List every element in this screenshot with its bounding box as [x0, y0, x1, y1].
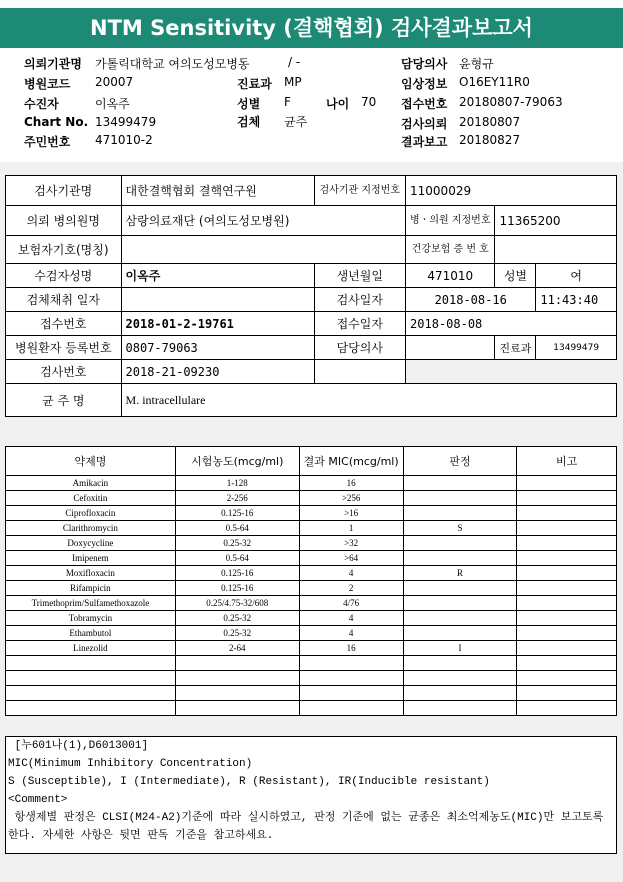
table-cell: 4 [299, 611, 403, 626]
table-cell: 0.25-32 [175, 536, 299, 551]
table-cell [403, 701, 517, 716]
table-cell [403, 491, 517, 506]
note-line: S (Susceptible), I (Intermediate), R (Resistant), IR(Inducible resistant) [8, 776, 490, 788]
table-cell: >16 [299, 506, 403, 521]
table-row [6, 521, 617, 536]
table-cell [517, 701, 617, 716]
table-row [6, 626, 617, 641]
table-cell: 0.25-32 [175, 626, 299, 641]
strain-label: 균 주 명 [6, 384, 122, 417]
table-cell [403, 551, 517, 566]
report-title: NTM Sensitivity (결핵협회) 검사결과보고서 [0, 8, 623, 48]
results-body [6, 476, 617, 716]
hosp-id-value: 11365200 [495, 206, 617, 236]
sex-value-cell: 여 [536, 264, 617, 288]
patient-reg-value: 0807-79063 [121, 336, 314, 360]
doctor-label: 담당의사 [401, 57, 448, 71]
req-hosp-value: 삼랑의료재단 (여의도성모병원) [121, 206, 405, 236]
receipt-label: 접수번호 [401, 97, 448, 111]
table-cell [517, 581, 617, 596]
table-cell [517, 686, 617, 701]
table-cell: >32 [299, 536, 403, 551]
request-value: 20180807 [459, 115, 521, 129]
table-cell [299, 656, 403, 671]
collect-value [121, 288, 314, 312]
table-cell: Tobramycin [6, 611, 176, 626]
table-row [6, 476, 617, 491]
table-cell: Ciprofloxacin [6, 506, 176, 521]
table-cell [6, 686, 176, 701]
table-cell: I [403, 641, 517, 656]
name-value: 이옥주 [121, 264, 314, 288]
rrn-label: 주민번호 [24, 135, 71, 149]
table-cell [517, 671, 617, 686]
insurer-value [121, 236, 405, 264]
doctor-value: 윤형규 [459, 57, 494, 71]
lab-id-label: 검사기관 지정번호 [314, 176, 405, 206]
table-cell: Moxifloxacin [6, 566, 176, 581]
strain-value: M. intracellulare [121, 384, 616, 417]
patient-label: 수진자 [24, 97, 59, 111]
table-cell [299, 701, 403, 716]
table-cell: 4 [299, 566, 403, 581]
note-line: <Comment> [8, 794, 68, 806]
table-cell: 4 [299, 626, 403, 641]
insurer-label: 보험자기호(명칭) [6, 236, 122, 264]
table-cell [175, 686, 299, 701]
table-cell [517, 641, 617, 656]
table-cell: Doxycycline [6, 536, 176, 551]
hosp-id-label: 병ㆍ의원 지정번호 [406, 206, 495, 236]
results-header-cell: 비고 [517, 447, 617, 476]
lab-name-value: 대한결핵협회 결핵연구원 [121, 176, 314, 206]
table-cell [517, 566, 617, 581]
collect-label: 검체채취 일자 [6, 288, 122, 312]
dept-label: 진료과 [237, 77, 272, 91]
test-no-empty-cell [314, 360, 405, 384]
table-row [6, 701, 617, 716]
request-label: 검사의뢰 [401, 117, 448, 131]
table-cell: Linezolid [6, 641, 176, 656]
table-cell [403, 671, 517, 686]
table-cell [175, 671, 299, 686]
table-cell: 0.5-64 [175, 551, 299, 566]
dept-label-cell: 진료과 [495, 336, 536, 360]
table-cell [517, 611, 617, 626]
results-header-row [6, 447, 617, 476]
table-cell [517, 506, 617, 521]
note-line: [누601나(1),D6013001] [8, 740, 149, 752]
table-cell: 0.125-16 [175, 566, 299, 581]
table-cell [403, 536, 517, 551]
org-label: 의뢰기관명 [24, 57, 82, 71]
accession-label: 접수번호 [6, 312, 122, 336]
sex-label: 성별 [237, 97, 261, 111]
table-cell [517, 551, 617, 566]
table-row [6, 671, 617, 686]
lab-id-value: 11000029 [406, 176, 617, 206]
accession-date-value: 2018-08-08 [406, 312, 617, 336]
table-cell [6, 656, 176, 671]
table-cell [517, 476, 617, 491]
results-header-cell: 약제명 [6, 447, 176, 476]
report-label: 결과보고 [401, 135, 448, 149]
table-row [6, 491, 617, 506]
table-cell [517, 521, 617, 536]
table-cell: 1 [299, 521, 403, 536]
dob-label: 생년월일 [314, 264, 405, 288]
table-row [6, 536, 617, 551]
table-cell [175, 701, 299, 716]
accession-date-label: 접수일자 [314, 312, 405, 336]
chart-value: 13499479 [95, 115, 157, 129]
dept-value-cell: 13499479 [536, 336, 617, 360]
table-cell: Clarithromycin [6, 521, 176, 536]
table-row [6, 611, 617, 626]
sex-label-cell: 성별 [495, 264, 536, 288]
results-table [5, 446, 617, 716]
table-cell [403, 686, 517, 701]
table-cell: 4/76 [299, 596, 403, 611]
table-cell [403, 596, 517, 611]
dept-value: MP [284, 75, 302, 89]
table-cell [403, 611, 517, 626]
table-row [6, 581, 617, 596]
accession-value: 2018-01-2-19761 [121, 312, 314, 336]
hosp-code-value: 20007 [95, 75, 134, 89]
results-header-cell: 판정 [403, 447, 517, 476]
receipt-value: 20180807-79063 [459, 95, 563, 109]
table-cell: 16 [299, 476, 403, 491]
table-row [6, 506, 617, 521]
table-cell: Rifampicin [6, 581, 176, 596]
test-no-label: 검사번호 [6, 360, 122, 384]
age-label: 나이 [326, 97, 350, 111]
table-cell: 0.25/4.75-32/608 [175, 596, 299, 611]
table-cell [175, 656, 299, 671]
chart-label: Chart No. [24, 115, 89, 129]
table-cell: 1-128 [175, 476, 299, 491]
table-cell [517, 596, 617, 611]
patient-info-table [5, 175, 617, 417]
table-cell: 16 [299, 641, 403, 656]
table-cell [403, 476, 517, 491]
table-cell: 2 [299, 581, 403, 596]
table-cell: 0.125-16 [175, 581, 299, 596]
table-cell [517, 536, 617, 551]
table-cell: S [403, 521, 517, 536]
test-date-label: 검사일자 [314, 288, 405, 312]
table-row [6, 596, 617, 611]
notes-box [5, 736, 617, 854]
table-cell [517, 656, 617, 671]
table-cell [403, 626, 517, 641]
insured-value [495, 236, 617, 264]
org-value: 가톨릭대학교 여의도성모병동 [95, 57, 250, 71]
blank-area [406, 360, 617, 384]
rrn-value: 471010-2 [95, 133, 153, 147]
sex-value: F [284, 95, 291, 109]
specimen-label: 검체 [237, 115, 261, 129]
table-cell [299, 671, 403, 686]
table-row [6, 656, 617, 671]
table-cell: 0.25-32 [175, 611, 299, 626]
table-cell: >64 [299, 551, 403, 566]
table-cell: Trimethoprim/Sulfamethoxazole [6, 596, 176, 611]
org-slash: / - [288, 55, 301, 69]
hosp-code-label: 병원코드 [24, 77, 71, 91]
insured-label: 건강보험 증 번 호 [406, 236, 495, 264]
lab-name-label: 검사기관명 [6, 176, 122, 206]
results-header-cell: 결과 MIC(mcg/ml) [299, 447, 403, 476]
table-row [6, 551, 617, 566]
clinical-value: O16EY11R0 [459, 75, 530, 89]
table-cell [403, 506, 517, 521]
age-value: 70 [361, 95, 377, 109]
table-cell: Cefoxitin [6, 491, 176, 506]
test-no-value: 2018-21-09230 [121, 360, 314, 384]
dob-value: 471010 [406, 264, 495, 288]
table-cell: Amikacin [6, 476, 176, 491]
table-cell: Ethambutol [6, 626, 176, 641]
table-cell: 2-256 [175, 491, 299, 506]
table-cell [299, 686, 403, 701]
table-cell [517, 491, 617, 506]
table-cell [403, 656, 517, 671]
table-cell: >256 [299, 491, 403, 506]
table-row [6, 641, 617, 656]
specimen-value: 균주 [284, 115, 308, 129]
table-cell [517, 626, 617, 641]
name-label: 수검자성명 [6, 264, 122, 288]
table-cell: R [403, 566, 517, 581]
test-date-value: 2018-08-16 [406, 288, 536, 312]
results-header-cell: 시험농도(mcg/ml) [175, 447, 299, 476]
report-value: 20180827 [459, 133, 521, 147]
table-row [6, 566, 617, 581]
note-line: 항생제별 판정은 CLSI(M24-A2)기준에 따라 실시하였고, 판정 기준에 없는 균종은 최소억제농도(MIC)만 보고토록 한다. 자세한 사항은 뒷면 판독 기준을 참고하세요. [8, 812, 610, 842]
table-row [6, 686, 617, 701]
table-cell [6, 671, 176, 686]
table-cell: Imipenem [6, 551, 176, 566]
table-cell: 2-64 [175, 641, 299, 656]
table-cell [403, 581, 517, 596]
clinical-label: 임상정보 [401, 77, 448, 91]
test-time-value: 11:43:40 [536, 288, 617, 312]
note-line: MIC(Minimum Inhibitory Concentration) [8, 758, 253, 770]
physician-label: 담당의사 [314, 336, 405, 360]
physician-value [406, 336, 495, 360]
table-cell [6, 701, 176, 716]
table-cell: 0.5-64 [175, 521, 299, 536]
req-hosp-label: 의뢰 병의원명 [6, 206, 122, 236]
patient-value: 이옥주 [95, 97, 130, 111]
table-cell: 0.125-16 [175, 506, 299, 521]
patient-reg-label: 병원환자 등록번호 [6, 336, 122, 360]
